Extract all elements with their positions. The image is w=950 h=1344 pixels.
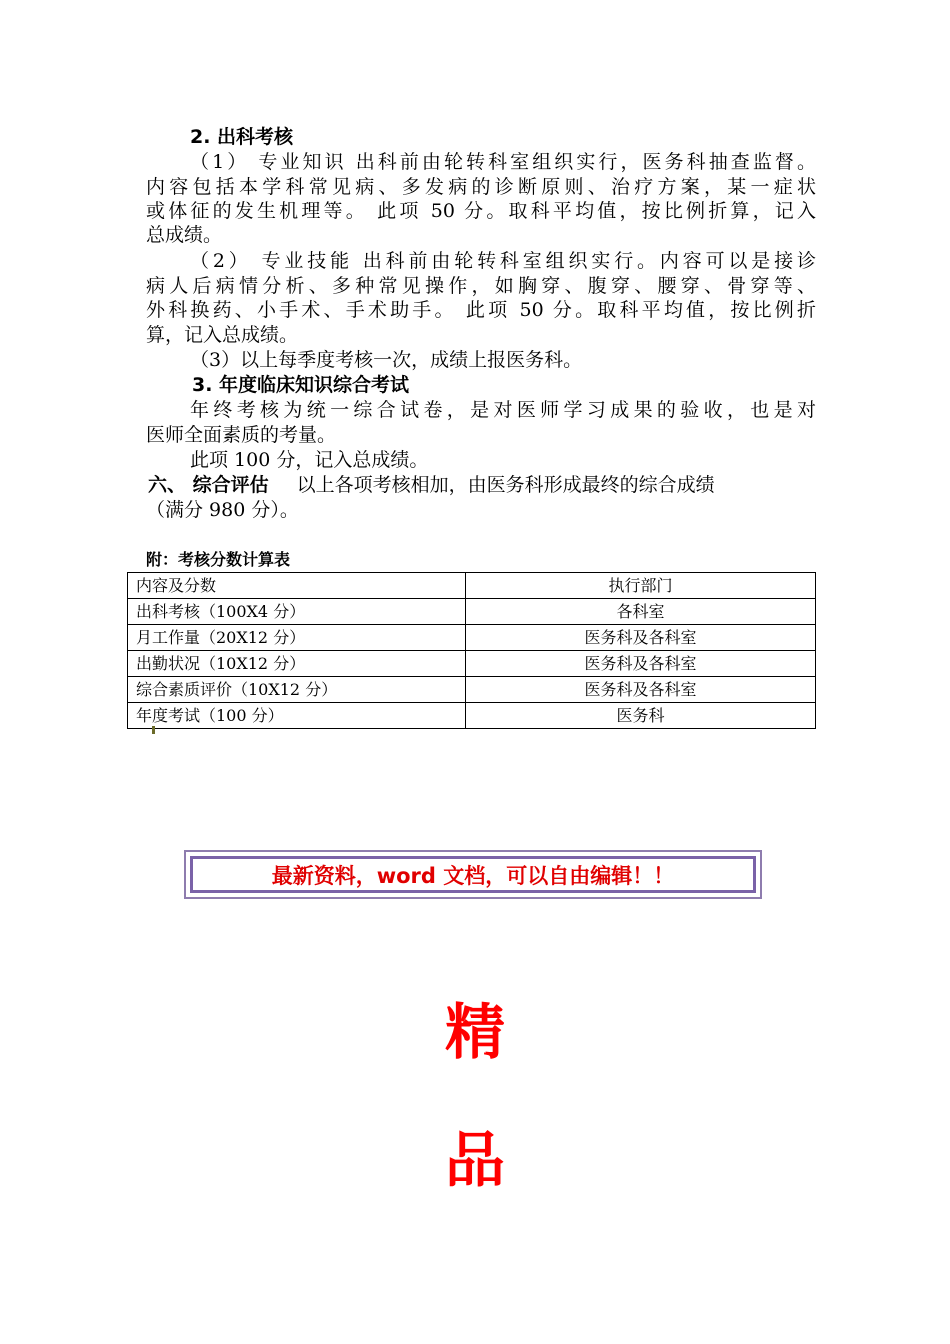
table-cell: 出科考核（100X4 分） <box>128 599 466 625</box>
notice-box <box>184 850 762 899</box>
section3-heading: 3. 年度临床知识综合考试 <box>192 374 410 396</box>
section6-line <box>148 473 818 498</box>
item2-line3: 外科换药、小手术、手术助手。 此项 50 分。取科平均值，按比例折 <box>146 299 816 321</box>
stamp-char-pin: 品 <box>445 1126 505 1196</box>
table-header-cell: 内容及分数 <box>128 573 466 599</box>
section2-heading: 2. 出科考核 <box>190 126 294 148</box>
table-cell: 各科室 <box>466 599 816 625</box>
item2-line2: 病人后病情分析、多种常见操作，如胸穿、腹穿、腰穿、骨穿等、 <box>146 275 816 297</box>
table-cell: 月工作量（20X12 分） <box>128 625 466 651</box>
table-row <box>128 703 816 729</box>
item2-line1: （2） 专业技能 出科前由轮转科室组织实行。内容可以是接诊 <box>190 250 816 272</box>
table-anchor-mark <box>152 726 155 734</box>
score-table <box>127 572 816 729</box>
item1-line3: 或体征的发生机理等。 此项 50 分。取科平均值，按比例折算，记入 <box>146 200 816 222</box>
table-cell: 综合素质评价（10X12 分） <box>128 677 466 703</box>
table-header-row <box>128 573 816 599</box>
item1-line4: 总成绩。 <box>146 224 223 246</box>
table-row <box>128 599 816 625</box>
section6-text: 以上各项考核相加，由医务科形成最终的综合成绩 <box>296 474 715 496</box>
table-row <box>128 625 816 651</box>
section6-text2: （满分 980 分）。 <box>146 499 299 521</box>
section3-para-line2: 医师全面素质的考量。 <box>146 424 337 446</box>
table-cell: 医务科及各科室 <box>466 651 816 677</box>
table-cell: 出勤状况（10X12 分） <box>128 651 466 677</box>
table-row <box>128 651 816 677</box>
item2-line4: 算，记入总成绩。 <box>146 324 299 346</box>
item1-line2: 内容包括本学科常见病、多发病的诊断原则、治疗方案，某一症状 <box>146 176 816 198</box>
stamp-char-jing: 精 <box>445 998 505 1068</box>
table-cell: 医务科 <box>466 703 816 729</box>
item3-text: （3）以上每季度考核一次，成绩上报医务科。 <box>190 349 583 371</box>
table-row <box>128 677 816 703</box>
table-header-cell: 执行部门 <box>466 573 816 599</box>
item1-line1: （1） 专业知识 出科前由轮转科室组织实行，医务科抽查监督。 <box>190 151 816 173</box>
section3-para-line1: 年终考核为统一综合试卷，是对医师学习成果的验收，也是对 <box>190 399 816 421</box>
notice-text: 最新资料，word 文档，可以自由编辑！！ <box>190 856 756 893</box>
table-caption: 附：考核分数计算表 <box>146 550 291 569</box>
table-cell: 医务科及各科室 <box>466 677 816 703</box>
section3-score: 此项 100 分，记入总成绩。 <box>190 449 429 471</box>
table-cell: 年度考试（100 分） <box>128 703 466 729</box>
section6-heading: 六、 综合评估 <box>148 474 269 496</box>
table-cell: 医务科及各科室 <box>466 625 816 651</box>
